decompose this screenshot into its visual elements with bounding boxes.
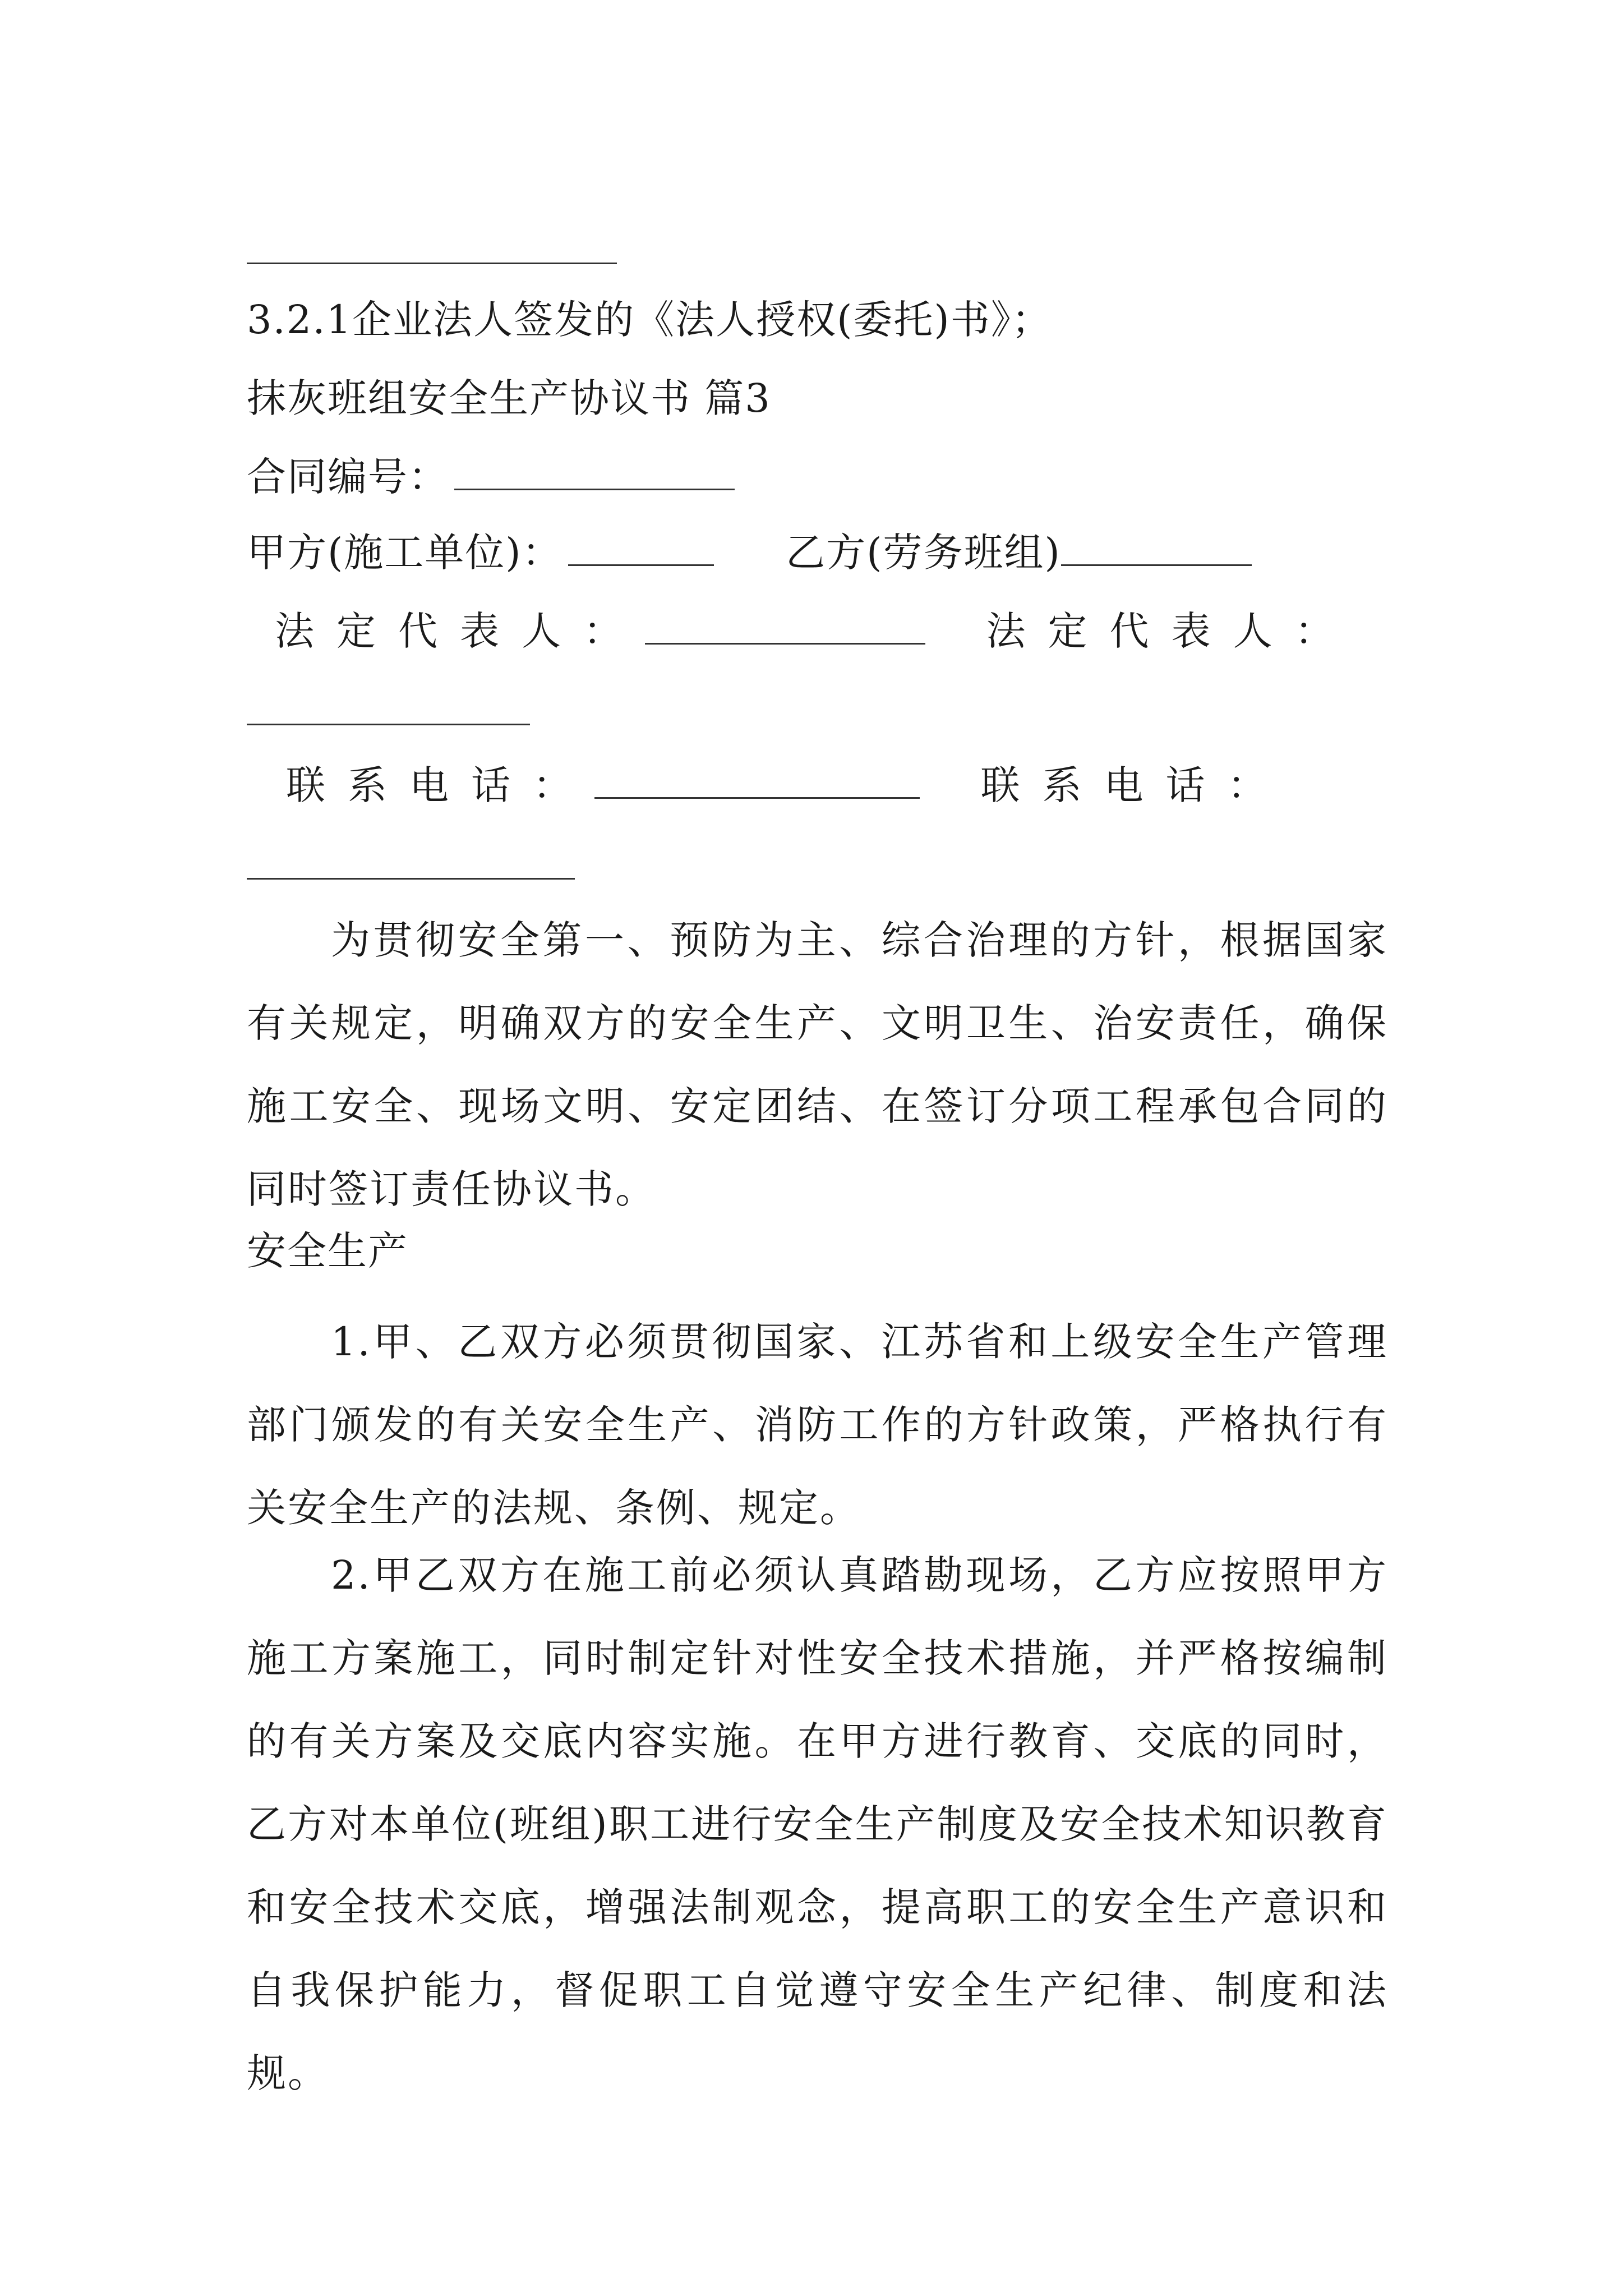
top-blank-line (247, 263, 617, 264)
parties-row (247, 524, 1252, 581)
phone-a-blank[interactable] (594, 797, 920, 799)
line-authorization: 3.2.1企业法人签发的《法人授权(委托)书》； (247, 297, 1052, 343)
intro-paragraph: 为贯彻安全第一、预防为主、综合治理的方针，根据国家有关规定，明确双方的安全生产、文明卫生、治安责任，确保施工安全、现场文明、安定团结、在签订分项工程承包合同的同时签订责任协议书。 (247, 917, 1388, 1212)
party-a-blank[interactable] (568, 564, 714, 566)
party-b-label: 乙方(劳务班组) (786, 530, 1061, 576)
legal-rep-a-label: 法定代表人： (275, 608, 645, 654)
clause-2: 2.甲乙双方在施工前必须认真踏勘现场，乙方应按照甲方施工方案施工，同时制定针对性安全技术措施，并严格按编制的有关方案及交底内容实施。在甲方进行教育、交底的同时，乙方对本单位(班组)职工进行安全生产制度及安全技术知识教育和安全技术交底，增强法制观念，提高职工的安全生产意识和自我保护能力，督促职工自觉遵守安全生产纪律、制度和法规。 (247, 1552, 1388, 2096)
party-b-blank[interactable] (1061, 564, 1252, 566)
contract-number-blank[interactable] (454, 489, 735, 490)
phone-b-label: 联系电话： (980, 762, 1289, 808)
clause-1: 1.甲、乙双方必须贯彻国家、江苏省和上级安全生产管理部门颁发的有关安全生产、消防工作的方针政策，严格执行有关安全生产的法规、条例、规定。 (247, 1319, 1388, 1531)
contract-number-label: 合同编号： (247, 454, 449, 500)
legal-rep-b-blank[interactable] (247, 724, 530, 725)
phone-a-label: 联系电话： (286, 762, 594, 808)
phone-row (286, 757, 1289, 813)
phone-b-blank[interactable] (247, 878, 575, 880)
legal-rep-row (275, 603, 1357, 659)
legal-rep-a-blank[interactable] (645, 643, 925, 645)
contract-number-row (247, 449, 735, 505)
section-title: 安全生产 (247, 1228, 408, 1274)
heading: 抹灰班组安全生产协议书 篇3 (247, 375, 771, 421)
legal-rep-b-label: 法定代表人： (986, 608, 1357, 654)
party-a-label: 甲方(施工单位)： (247, 530, 562, 576)
